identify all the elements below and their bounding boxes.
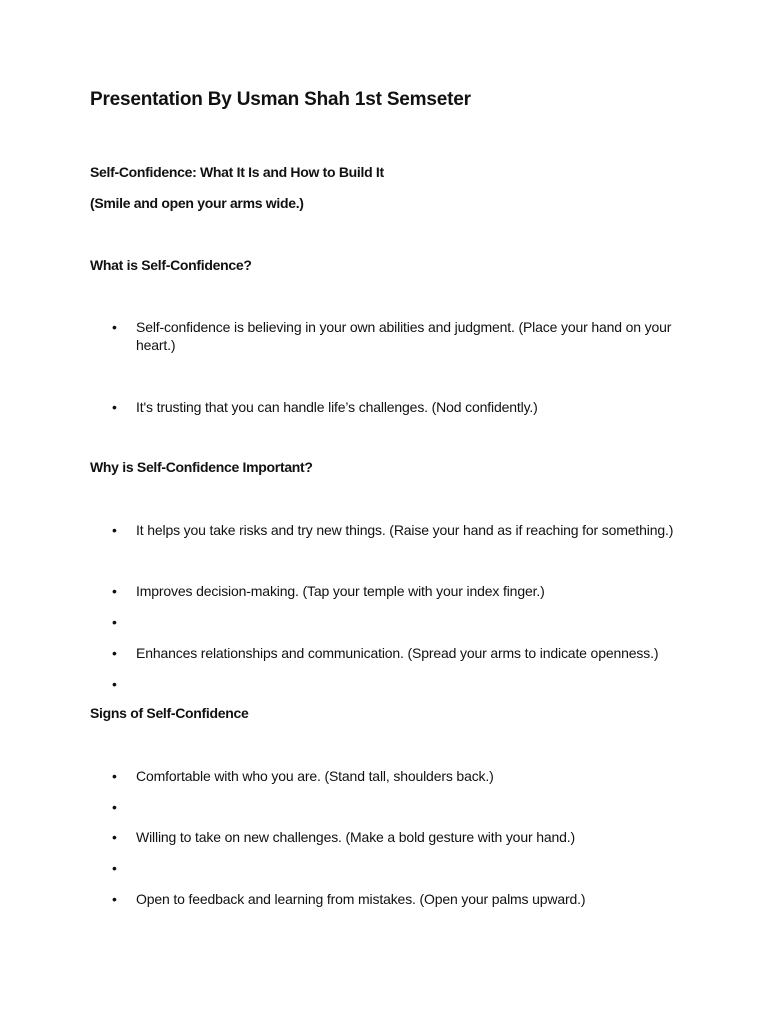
bullet-icon: •: [112, 829, 117, 845]
bullet-icon: •: [112, 860, 117, 876]
list-item-text: Self-confidence is believing in your own abilities and judgment. (Place your hand on your heart.): [136, 319, 672, 353]
bullet-icon: •: [112, 399, 117, 415]
bullet-icon: •: [112, 676, 117, 692]
section-heading-what-is: What is Self-Confidence?: [90, 257, 252, 273]
list-item-text: Improves decision-making. (Tap your temple with your index finger.): [136, 583, 545, 599]
list-item-text: It helps you take risks and try new things. (Raise your hand as if reaching for something.): [136, 522, 674, 538]
subtitle-note: (Smile and open your arms wide.): [90, 195, 304, 211]
document-title: Presentation By Usman Shah 1st Semseter: [90, 89, 471, 110]
list-item-text: Enhances relationships and communication. (Spread your arms to indicate openness.): [136, 645, 659, 661]
bullet-icon: •: [112, 319, 117, 335]
bullet-icon: •: [112, 891, 117, 907]
document-subtitle: Self-Confidence: What It Is and How to Build It: [90, 164, 384, 180]
list-item-text: Willing to take on new challenges. (Make a bold gesture with your hand.): [136, 829, 575, 845]
list-item-text: It's trusting that you can handle life’s challenges. (Nod confidently.): [136, 399, 538, 415]
section-heading-why-important: Why is Self-Confidence Important?: [90, 459, 313, 475]
section-heading-signs: Signs of Self-Confidence: [90, 705, 249, 721]
bullet-icon: •: [112, 768, 117, 784]
bullet-icon: •: [112, 614, 117, 630]
bullet-icon: •: [112, 799, 117, 815]
list-item-text: Comfortable with who you are. (Stand tall, shoulders back.): [136, 768, 494, 784]
list-item-text: Open to feedback and learning from mistakes. (Open your palms upward.): [136, 891, 586, 907]
bullet-icon: •: [112, 645, 117, 661]
bullet-icon: •: [112, 522, 117, 538]
bullet-icon: •: [112, 583, 117, 599]
